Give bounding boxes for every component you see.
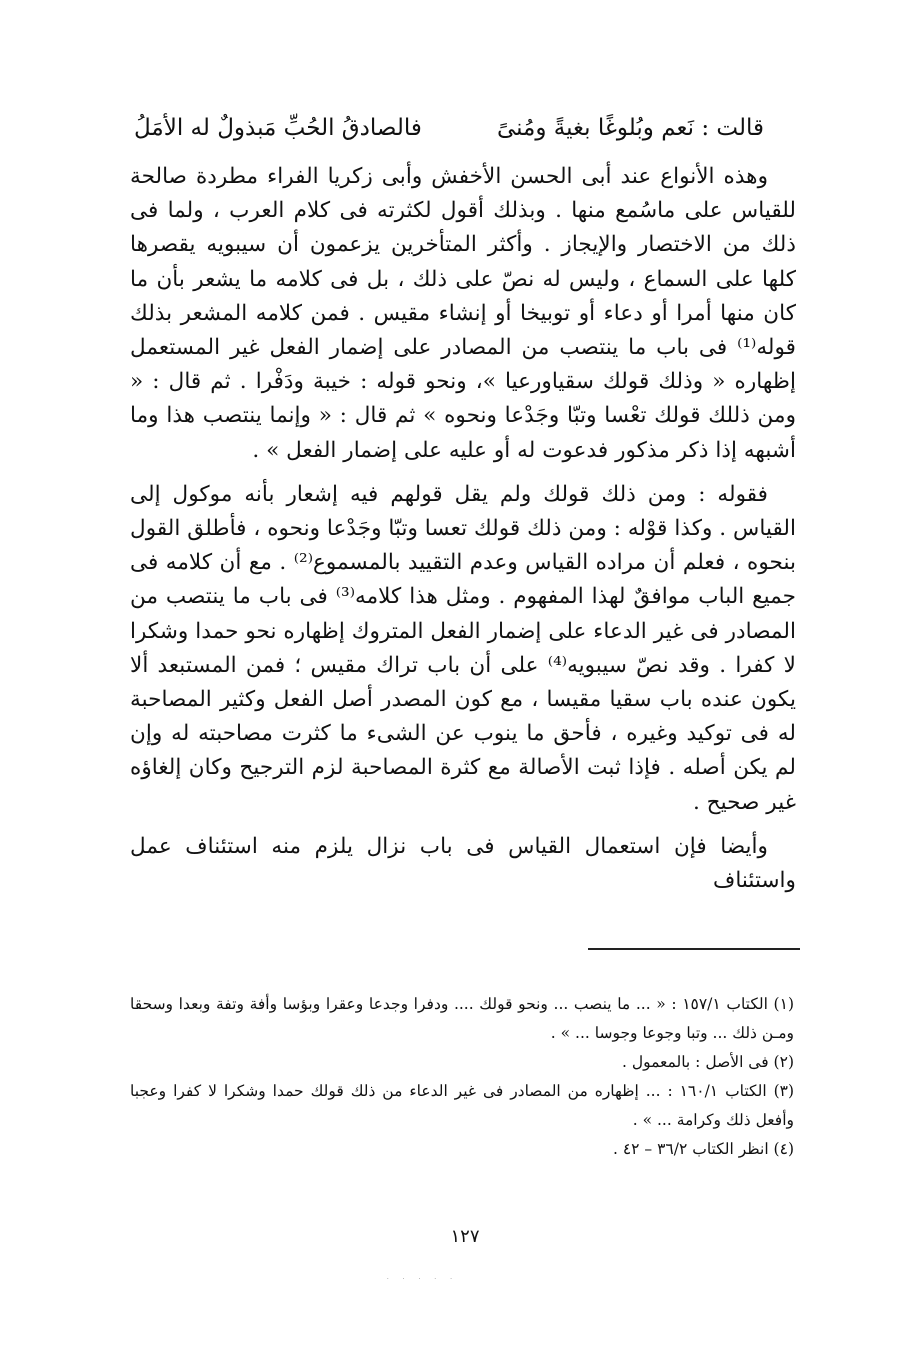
footnote: (٤) انظر الكتاب ٣٦/٢ – ٤٢ . — [612, 1140, 794, 1158]
footnotes — [130, 990, 794, 1164]
paragraph: فقوله : ومن ذلك قولك ولم يقل قولهم فيه إشعار بأنه موكول إلى القياس . وكذا قوْله : ومن ذلك قولك تعسا وتبّا وجَدْعا ونحوه ، فأطلق القول بنحوه ، فعلم أن مراده القياس وعدم التقييد بالمسموع⁽²⁾ . مع أن كلامه فى جميع الباب موافقٌ لهذا المفهوم . ومثل هذا كلامه⁽³⁾ فى باب ما ينتصب من المصادر فى غير الدعاء على إضمار الفعل المتروك إظهاره نحو حمدا وشكرا لا كفرا . وقد نصّ سيبويه⁽⁴⁾ على أن باب تراك مقيس ؛ فمن المستبعد ألا يكون عنده باب سقيا مقيسا ، مع كون المصدر أصل الفعل وكثير المصاحبة له فى توكيد وغيره ، فأحق ما ينوب عن الشىء ما كثرت مصاحبته له وإن لم يكن أصله . فإذا ثبت الأصالة مع كثرة المصاحبة لزم الترجيح وكان إلغاؤه غير صحيح . — [130, 481, 797, 815]
paragraph: وهذه الأنواع عند أبى الحسن الأخفش وأبى زكريا الفراء مطردة صالحة للقياس على ماسُمع منها . وبذلك أقول لكثرته فى كلام العرب ، ولما فى ذلك من الاختصار والإيجاز . وأكثر المتأخرين يزعمون أن سيبويه يقصرها كلها على السماع ، وليس له نصّ على ذلك ، بل فى كلامه ما يشعر بأن ما كان منها أمرا أو دعاء أو توبيخا أو إنشاء مقيس . فمن كلامه المشعر بذلك قوله⁽¹⁾ فى باب ما ينتصب من المصادر على إضمار الفعل غير المستعمل إظهاره « وذلك قولك سقياورعيا »، ونحو قوله : خيبة ودَفْرا . ثم قال : « ومن ذللك قولك تعْسا وتبّا وجَدْعا ونحوه » ثم قال : « وإنما ينتصب هذا وما أشبهه إذا ذكر مذكور فدعوت له أو عليه على إضمار الفعل » . — [130, 164, 796, 463]
paragraph: وأيضا فإن استعمال القياس فى باب نزال يلزم منه استئناف عمل واستئناف — [130, 833, 796, 894]
poetry-verse — [134, 108, 764, 148]
scan-specks: · · · · · — [386, 1276, 458, 1283]
footnote-separator — [588, 948, 800, 950]
page-number: ١٢٧ — [450, 1226, 480, 1247]
main-text — [130, 160, 796, 898]
verse-first-hemistich: قالت : نَعم وبُلوغًا بغيةً ومُنىً — [496, 115, 764, 141]
footnote: (٣) الكتاب ١٦٠/١ : ... إظهاره من المصادر فى غير الدعاء من ذلك قولك حمدا وشكرا لا كفرا وعجبا وأفعل ذلك وكرامة ... » . — [130, 1082, 795, 1129]
footnote: (٢) فى الأصل : بالمعمول . — [621, 1053, 794, 1071]
verse-second-hemistich: فالصادقُ الحُبِّ مَبذولٌ له الأمَلُ — [134, 115, 422, 141]
footnote: (١) الكتاب ١٥٧/١ : « ... ما ينصب ... ونحو قولك .... ودفرا وجدعا وعقرا وبؤسا وأفة وتفة وبعدا وسحقا ومـن ذلك ... وتبا وجوعا وجوسا ... » . — [130, 995, 794, 1042]
